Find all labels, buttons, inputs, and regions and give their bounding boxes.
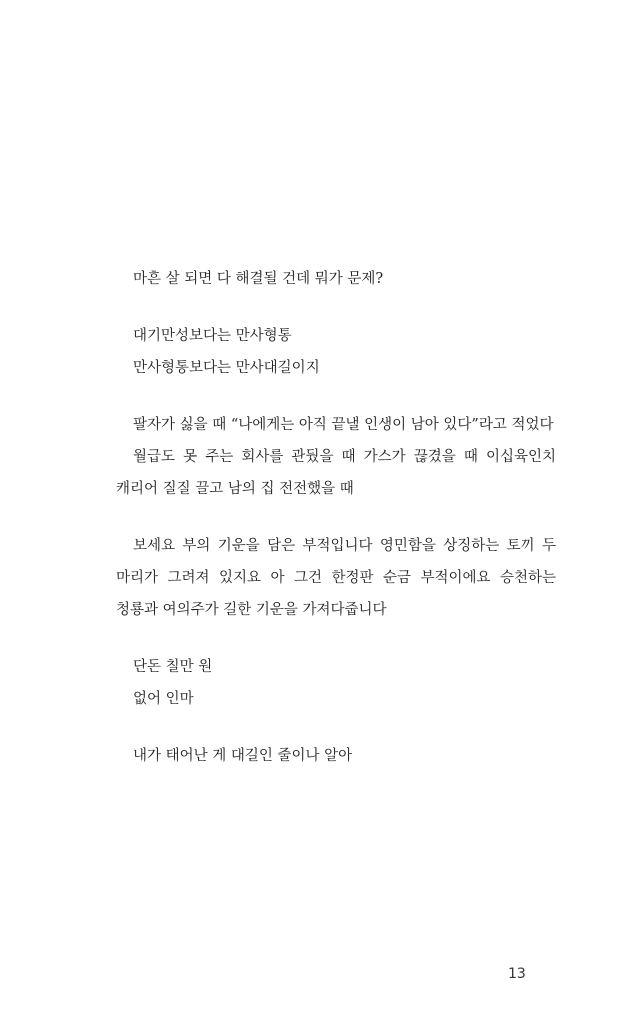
poem-line: 단돈 칠만 원 [133,659,213,675]
stanza-4 [116,530,556,626]
poem-line: 팔자가 싫을 때 “나에게는 아직 끝낼 인생이 남아 있다”라고 적었다 [133,417,554,433]
poem-line: 내가 태어난 게 대길인 줄이나 알아 [133,748,353,764]
poem-line: 마흔 살 되면 다 해결될 건데 뭐가 문제? [133,271,384,287]
poem-line: 대기만성보다는 만사형통 [133,328,292,344]
page-number: 13 [508,966,526,982]
poem-line: 없어 인마 [133,691,194,707]
stanza-1 [116,263,556,295]
poem-line: 만사형통보다는 만사대길이지 [133,360,320,376]
stanza-6 [116,740,556,772]
poem-line: 월급도 못 주는 회사를 관뒀을 때 가스가 끊겼을 때 이십육인치 캐리어 질질 끌고 남의 집 전전했을 때 [116,449,556,497]
stanza-3 [116,409,556,505]
stanza-2 [116,320,556,384]
poem-body [116,263,556,797]
poem-line: 보세요 부의 기운을 담은 부적입니다 영민함을 상징하는 토끼 두 마리가 그려져 있지요 아 그건 한정판 순금 부적이에요 승천하는 청룡과 여의주가 길한 기운을 가져다줍니다 [116,538,556,618]
stanza-5 [116,651,556,715]
